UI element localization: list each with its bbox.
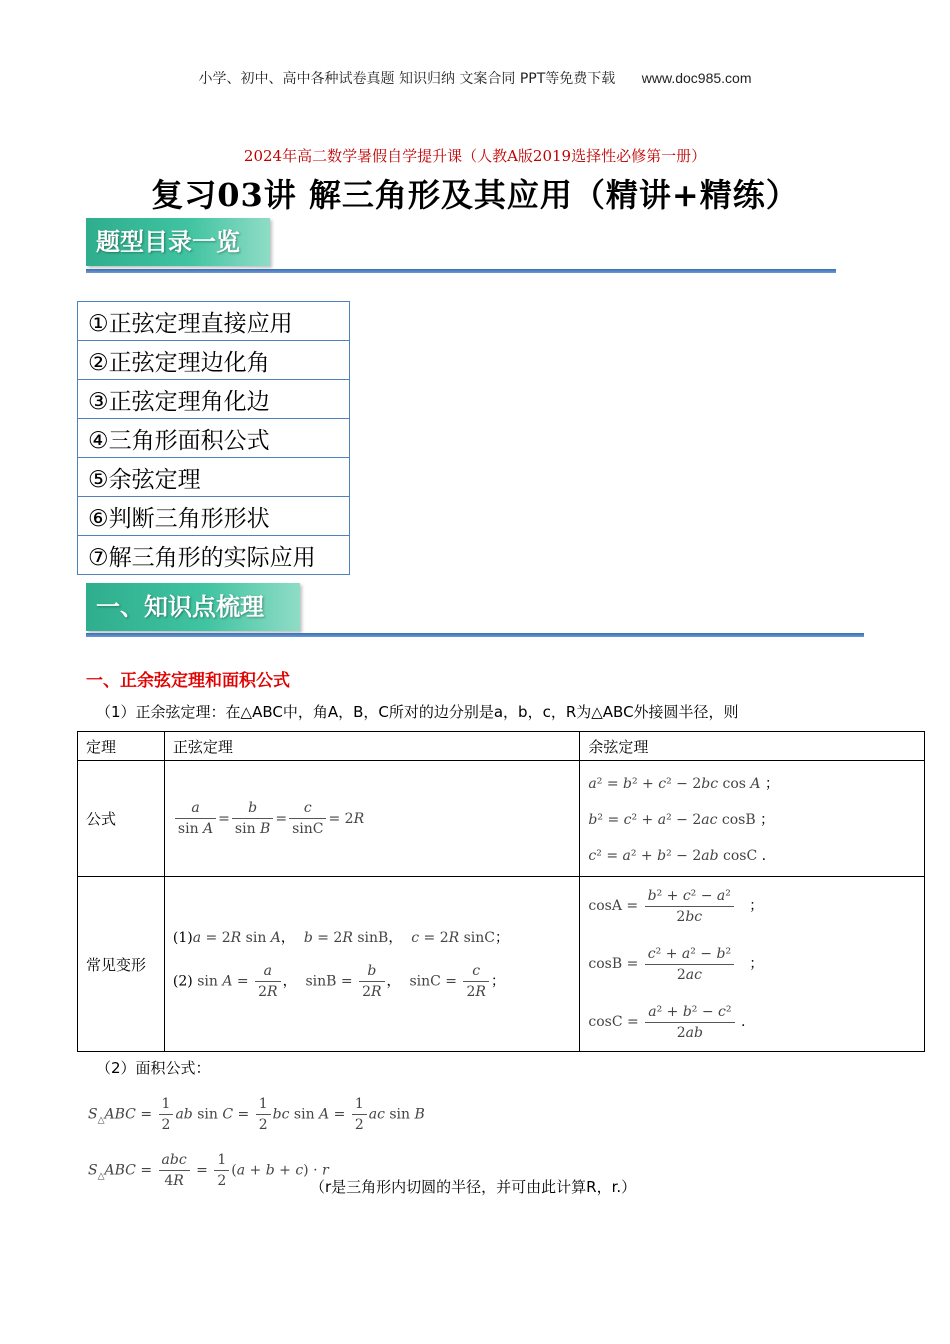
cosine-law-formulas <box>580 761 925 877</box>
catalog-item: ②正弦定理边化角 <box>78 341 350 380</box>
section-banner-catalog: 题型目录一览 <box>86 218 270 266</box>
divider-line <box>86 269 836 273</box>
sine-variant-line-2: (2) sin A = $\frac{a}{2R}$ ， sinB = $\frac{b}{2R}$ ， sinC = $\frac{c}{2R}$ ； <box>172 962 505 1000</box>
page-title: 复习03讲 解三角形及其应用（精讲+精练） <box>151 176 799 214</box>
section-banner-knowledge: 一、知识点梳理 <box>86 583 300 631</box>
area-formula-1: $S_\triangle ABC$ = $\frac{1}{2}$ ab sin C = $\frac{1}{2}$ bc sin A = $\frac{1}{2}$ ac sin B <box>88 1096 425 1133</box>
site-url-link[interactable]: www.doc985.com <box>641 70 752 86</box>
sine-law-formula <box>164 761 580 877</box>
row-label-variants: 常见变形 <box>78 877 165 1052</box>
cosine-formula-c: c² = a² + b² − 2ab cosC . <box>588 847 767 864</box>
sine-variants <box>164 877 580 1052</box>
inradius-note: （r是三角形内切圆的半径，并可由此计算R，r.） <box>310 1178 637 1196</box>
theorem-intro: （1）正余弦定理：在△ABC中，角A，B，C所对的边分别是a，b，c，R为△ABC外接圆半径，则 <box>96 703 739 721</box>
sine-law-equation: $\frac{a}{\text{sin A}}$ = $\frac{b}{\text{sin B}}$ = $\frac{c}{\sin C}$ = 2R <box>173 811 364 827</box>
catalog-item: ①正弦定理直接应用 <box>78 302 350 341</box>
cos-variant-c: cosC = $\frac{\text{a² + b² − c²}}{2ab}$ . <box>588 1003 746 1041</box>
divider-line <box>86 633 864 637</box>
header-cosine: 余弦定理 <box>580 732 925 761</box>
catalog-item: ③正弦定理角化边 <box>78 380 350 419</box>
cosine-formula-a: a² = b² + c² − 2bc cos A ； <box>588 775 779 792</box>
site-header-text: 小学、初中、高中各种试卷真题 知识归纳 文案合同 PPT等免费下载 <box>198 71 616 87</box>
catalog-item: ⑦解三角形的实际应用 <box>78 536 350 575</box>
cosine-variants <box>580 877 925 1052</box>
section-heading: 一、正余弦定理和面积公式 <box>86 671 290 691</box>
sine-variant-line-1: (1)a = 2R sin A， b = 2R sinB， c = 2R sinC； <box>172 929 509 946</box>
topic-catalog-table <box>77 301 350 575</box>
catalog-item: ⑥判断三角形形状 <box>78 497 350 536</box>
catalog-item: ⑤余弦定理 <box>78 458 350 497</box>
area-formula-2: $S_\triangle ABC$ = $\frac{\text{abc}}{4R}$ = $\frac{1}{2}$ (a + b + c) · r <box>88 1152 329 1189</box>
cos-variant-b: cosB = $\frac{\text{c² + a² − b²}}{2ac}$ ； <box>588 945 764 983</box>
cos-variant-a: cosA = $\frac{\text{b² + c² − a²}}{2bc}$ ； <box>588 887 764 925</box>
site-header <box>0 68 950 88</box>
row-label-formula: 公式 <box>78 761 165 877</box>
header-theorem: 定理 <box>78 732 165 761</box>
header-sine: 正弦定理 <box>164 732 580 761</box>
theorem-table <box>77 731 925 1052</box>
catalog-item: ④三角形面积公式 <box>78 419 350 458</box>
course-subtitle: 2024年高二数学暑假自学提升课（人教A版2019选择性必修第一册） <box>243 147 707 165</box>
area-formula-label: （2）面积公式： <box>96 1059 211 1077</box>
cosine-formula-b: b² = c² + a² − 2ac cosB ； <box>588 811 775 828</box>
